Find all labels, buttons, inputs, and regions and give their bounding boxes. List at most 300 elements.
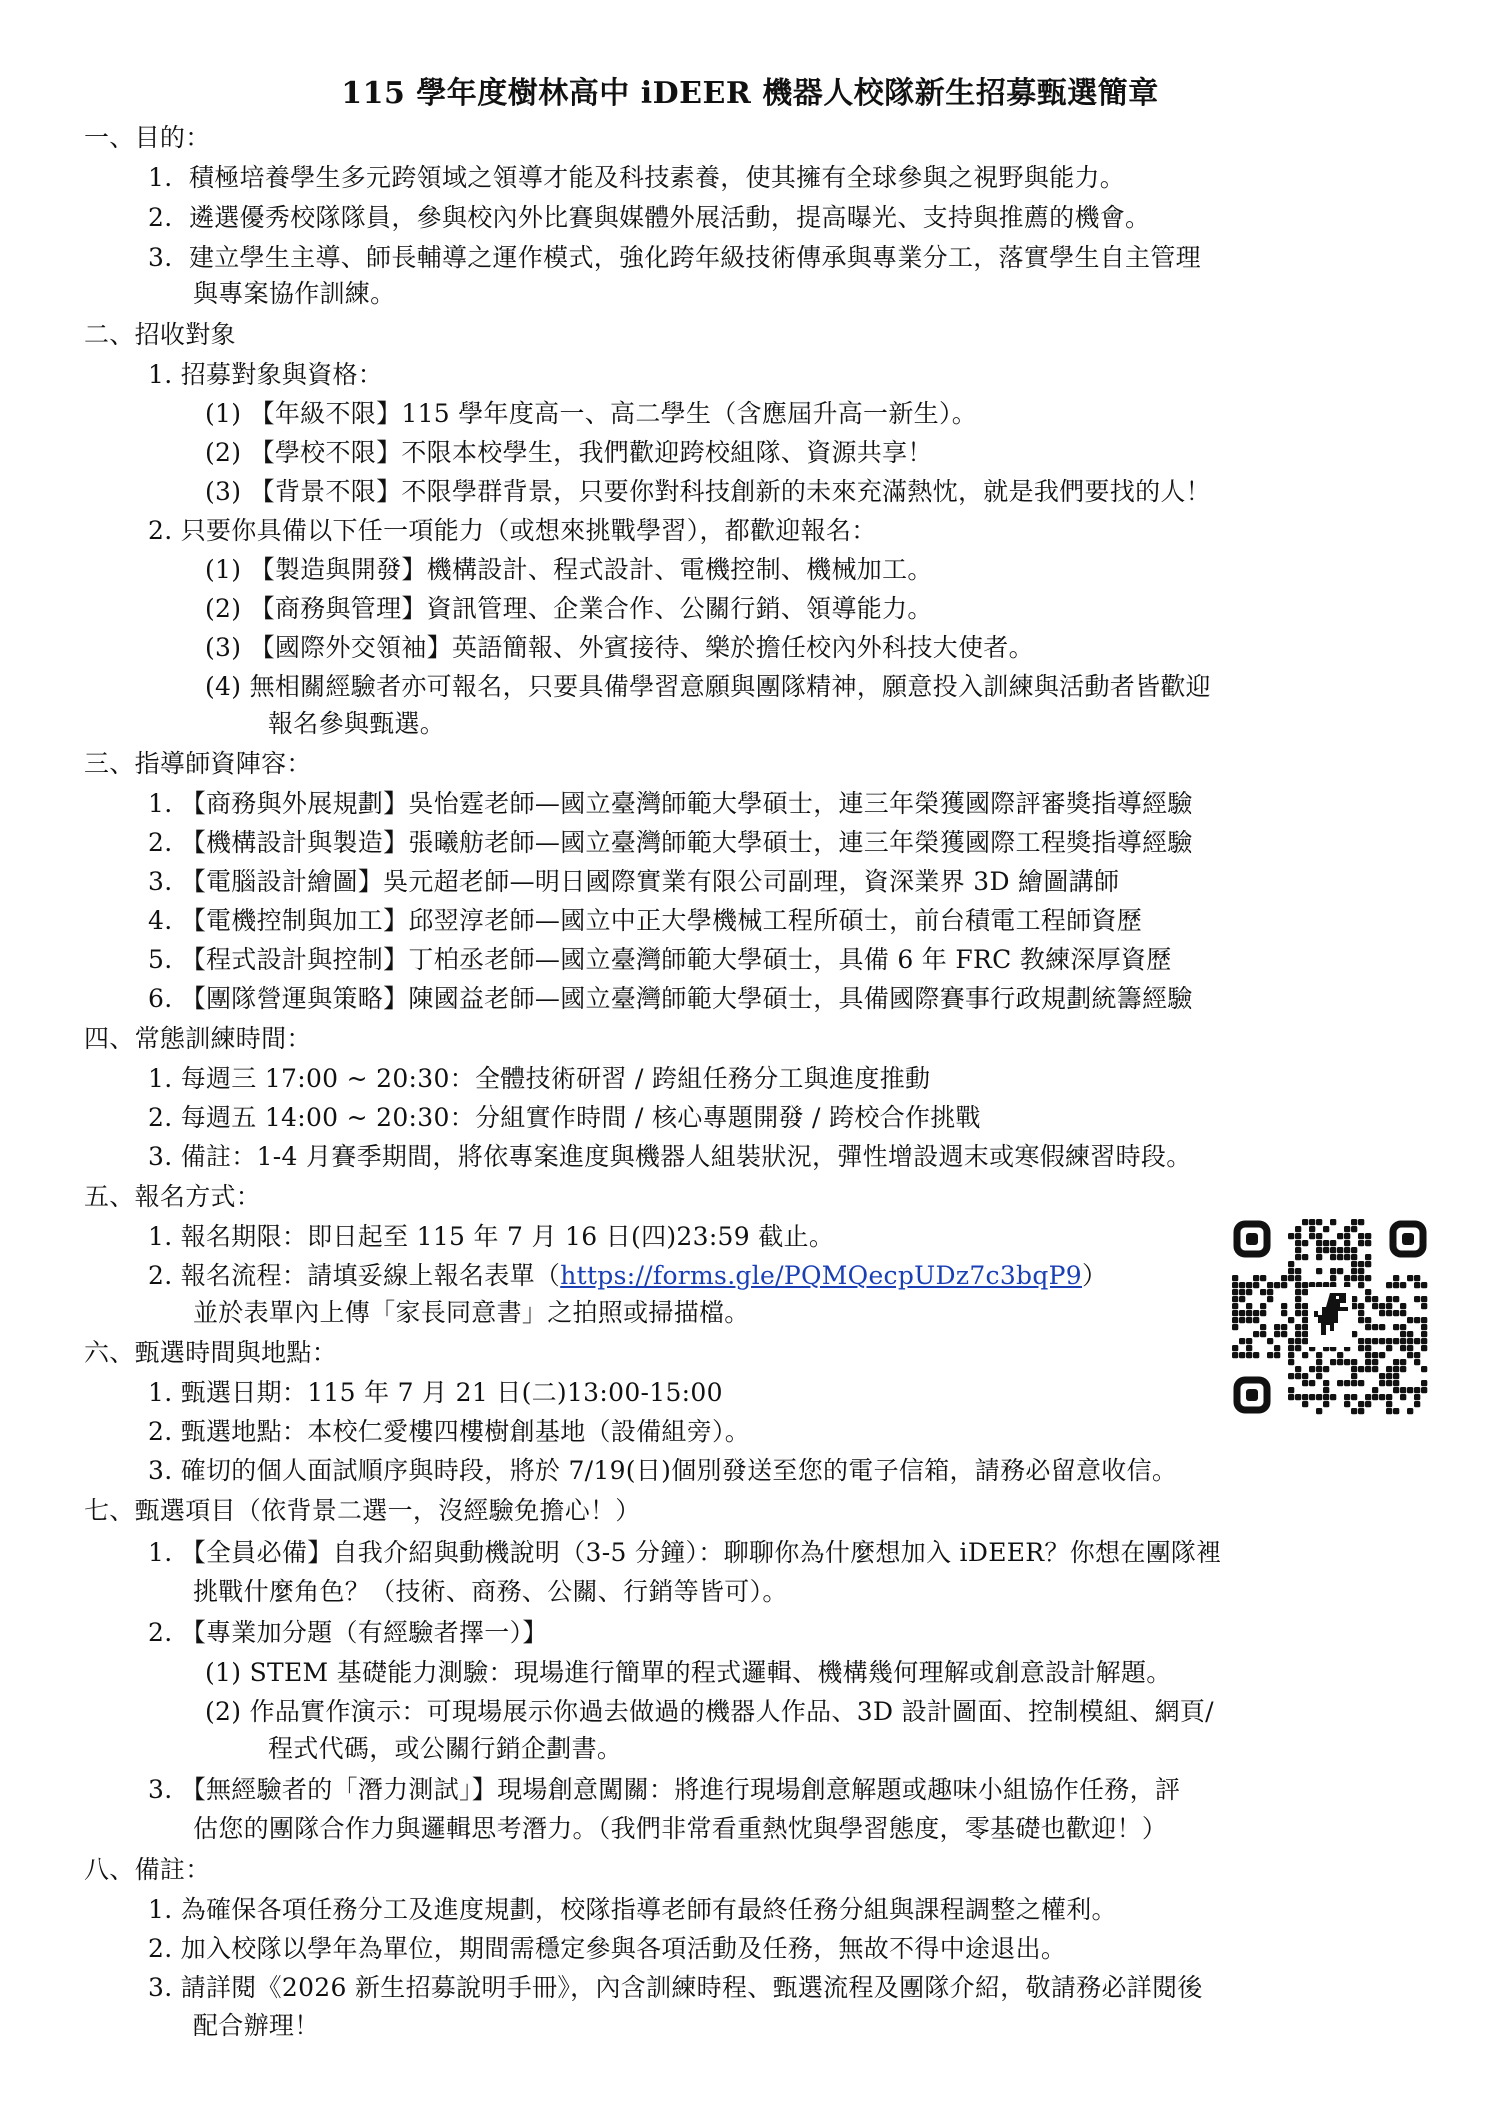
qr-module (1421, 1317, 1427, 1323)
qr-module (1295, 1289, 1301, 1295)
qr-module (1358, 1366, 1364, 1372)
list-item: 2. 每週五 14:00 ~ 20:30：分組實作時間 / 核心專題開發 / 跨校合作挑戰 (148, 1103, 981, 1132)
qr-module (1288, 1359, 1294, 1365)
qr-module (1232, 1352, 1238, 1358)
qr-module (1344, 1380, 1350, 1386)
qr-module (1365, 1324, 1371, 1330)
item-number: (1) (205, 555, 242, 584)
qr-module (1386, 1303, 1392, 1309)
qr-module (1302, 1324, 1308, 1330)
qr-module (1253, 1275, 1259, 1281)
qr-module (1421, 1338, 1427, 1344)
qr-module (1232, 1345, 1238, 1351)
qr-module (1414, 1401, 1420, 1407)
qr-module (1386, 1296, 1392, 1302)
qr-module (1365, 1233, 1371, 1239)
qr-module (1414, 1317, 1420, 1323)
qr-module (1365, 1261, 1371, 1267)
qr-module (1414, 1296, 1420, 1302)
list-item: 1. 招募對象與資格： (148, 360, 384, 389)
qr-module (1232, 1303, 1238, 1309)
qr-module (1337, 1268, 1343, 1274)
qr-module (1351, 1247, 1357, 1253)
qr-module (1393, 1338, 1399, 1344)
qr-module (1393, 1324, 1399, 1330)
qr-module (1267, 1338, 1273, 1344)
list-item: 2. 【機構設計與製造】張曦舫老師—國立臺灣師範大學碩士，連三年榮獲國際工程獎指導經驗 (148, 828, 1193, 857)
item-text: 2. 報名流程：請填妥線上報名表單（ (148, 1261, 561, 1290)
qr-module (1246, 1282, 1252, 1288)
qr-module (1344, 1394, 1350, 1400)
qr-module (1414, 1359, 1420, 1365)
qr-module (1358, 1219, 1364, 1225)
qr-module (1253, 1352, 1259, 1358)
qr-module (1372, 1303, 1378, 1309)
qr-module (1344, 1359, 1350, 1365)
qr-module (1421, 1387, 1427, 1393)
qr-module (1337, 1352, 1343, 1358)
qr-module (1400, 1310, 1406, 1316)
qr-module (1295, 1331, 1301, 1337)
qr-module (1372, 1296, 1378, 1302)
qr-module (1295, 1373, 1301, 1379)
qr-module (1246, 1289, 1252, 1295)
section-heading-audition-time: 六、甄選時間與地點： (84, 1338, 338, 1367)
qr-module (1407, 1387, 1413, 1393)
qr-module (1330, 1254, 1336, 1260)
qr-module (1358, 1233, 1364, 1239)
qr-module (1386, 1380, 1392, 1386)
qr-module (1295, 1310, 1301, 1316)
qr-module (1295, 1324, 1301, 1330)
registration-form-link[interactable]: https://forms.gle/PQMQecpUDz7c3bqP9 (560, 1261, 1082, 1290)
qr-module (1295, 1303, 1301, 1309)
item-number: (2) (205, 594, 242, 623)
qr-module (1400, 1359, 1406, 1365)
qr-module (1344, 1226, 1350, 1232)
qr-module (1386, 1366, 1392, 1372)
sub-item (205, 435, 933, 471)
qr-module (1239, 1296, 1245, 1302)
qr-module (1414, 1282, 1420, 1288)
list-item: 3. 確切的個人面試順序與時段，將於 7/19(日)個別發送至您的電子信箱，請務必留意收信。 (148, 1456, 1178, 1485)
qr-module (1288, 1387, 1294, 1393)
qr-module (1379, 1352, 1385, 1358)
qr-module (1351, 1366, 1357, 1372)
item-text: 遴選優秀校隊隊員，參與校內外比賽與媒體外展活動，提高曝光、支持與推薦的機會。 (188, 203, 1151, 232)
qr-module (1386, 1282, 1392, 1288)
item-text: 建立學生主導、師長輔導之運作模式，強化跨年級技術傳承與專業分工，落實學生自主管理 (188, 243, 1201, 272)
section-heading-training: 四、常態訓練時間： (84, 1024, 312, 1053)
qr-module (1302, 1240, 1308, 1246)
qr-module (1246, 1303, 1252, 1309)
qr-module (1295, 1345, 1301, 1351)
qr-module (1288, 1275, 1294, 1281)
qr-module (1295, 1254, 1301, 1260)
item-continuation: 與專案協作訓練。 (193, 279, 396, 308)
list-item: 1. 甄選日期：115 年 7 月 21 日(二)13:00-15:00 (148, 1378, 723, 1407)
qr-module (1344, 1233, 1350, 1239)
qr-module (1246, 1317, 1252, 1323)
qr-module (1351, 1408, 1357, 1414)
list-item: 1. 【全員必備】自我介紹與動機說明（3-5 分鐘）：聊聊你為什麼想加入 iDEER？你想在團隊裡 (148, 1538, 1222, 1567)
item-text: ） (1082, 1261, 1108, 1290)
qr-module (1372, 1352, 1378, 1358)
qr-module (1365, 1338, 1371, 1344)
qr-module (1351, 1373, 1357, 1379)
qr-module (1421, 1345, 1427, 1351)
item-text: 作品實作演示：可現場展示你過去做過的機器人作品、3D 設計圖面、控制模組、網頁/ (249, 1697, 1214, 1726)
qr-module (1253, 1310, 1259, 1316)
qr-module (1407, 1275, 1413, 1281)
qr-module (1365, 1359, 1371, 1365)
qr-module (1260, 1331, 1266, 1337)
qr-module (1316, 1366, 1322, 1372)
qr-module (1281, 1282, 1287, 1288)
item-continuation: 估您的團隊合作力與邏輯思考潛力。（我們非常看重熱忱與學習態度，零基礎也歡迎！） (193, 1814, 1168, 1843)
qr-module (1267, 1289, 1273, 1295)
qr-module (1344, 1247, 1350, 1253)
qr-module (1302, 1401, 1308, 1407)
qr-module (1274, 1324, 1280, 1330)
qr-module (1288, 1345, 1294, 1351)
qr-module (1407, 1338, 1413, 1344)
qr-module (1239, 1282, 1245, 1288)
qr-module (1400, 1331, 1406, 1337)
qr-module (1407, 1408, 1413, 1414)
qr-module (1309, 1233, 1315, 1239)
list-item (148, 240, 1201, 276)
qr-module (1400, 1394, 1406, 1400)
qr-module (1386, 1408, 1392, 1414)
qr-module (1351, 1254, 1357, 1260)
qr-module (1358, 1345, 1364, 1351)
qr-module (1372, 1366, 1378, 1372)
qr-module (1274, 1352, 1280, 1358)
sub-item (205, 1655, 1172, 1691)
qr-module (1393, 1380, 1399, 1386)
qr-module (1274, 1282, 1280, 1288)
qr-module (1386, 1338, 1392, 1344)
qr-module (1351, 1275, 1357, 1281)
qr-module (1267, 1352, 1273, 1358)
qr-module (1246, 1345, 1252, 1351)
item-number: (4) (205, 672, 242, 701)
list-item: 1. 每週三 17:00 ~ 20:30：全體技術研習 / 跨組任務分工與進度推動 (148, 1064, 931, 1093)
sub-item (205, 396, 977, 432)
qr-module (1400, 1387, 1406, 1393)
qr-module (1302, 1317, 1308, 1323)
qr-module (1309, 1366, 1315, 1372)
sub-item (205, 552, 933, 588)
qr-module (1281, 1303, 1287, 1309)
qr-module (1379, 1338, 1385, 1344)
qr-module (1365, 1317, 1371, 1323)
qr-module (1281, 1310, 1287, 1316)
qr-module (1365, 1394, 1371, 1400)
sub-item (205, 1694, 1214, 1730)
qr-module (1386, 1401, 1392, 1407)
qr-module (1372, 1387, 1378, 1393)
qr-module (1393, 1373, 1399, 1379)
item-text: 【商務與管理】資訊管理、企業合作、公關行銷、領導能力。 (249, 594, 933, 623)
qr-module (1309, 1219, 1315, 1225)
section-heading-purpose: 一、目的： (84, 123, 211, 152)
item-number: (3) (205, 633, 242, 662)
qr-module (1358, 1317, 1364, 1323)
qr-module (1288, 1394, 1294, 1400)
qr-module (1358, 1310, 1364, 1316)
qr-module (1316, 1254, 1322, 1260)
qr-module (1281, 1331, 1287, 1337)
qr-module (1337, 1233, 1343, 1239)
qr-module (1337, 1247, 1343, 1253)
item-continuation: 挑戰什麼角色？（技術、商務、公關、行銷等皆可）。 (193, 1577, 788, 1606)
qr-module (1302, 1282, 1308, 1288)
qr-module (1337, 1359, 1343, 1365)
qr-module (1323, 1401, 1329, 1407)
qr-module (1351, 1380, 1357, 1386)
qr-module (1288, 1352, 1294, 1358)
qr-module (1351, 1219, 1357, 1225)
item-number: (2) (205, 1697, 242, 1726)
qr-module (1316, 1352, 1322, 1358)
qr-module (1421, 1366, 1427, 1372)
qr-module (1358, 1268, 1364, 1274)
qr-module (1302, 1219, 1308, 1225)
qr-module (1400, 1282, 1406, 1288)
qr-module (1330, 1247, 1336, 1253)
qr-module (1316, 1394, 1322, 1400)
item-continuation: 並於表單內上傳「家長同意書」之拍照或掃描檔。 (193, 1298, 750, 1327)
qr-module (1323, 1226, 1329, 1232)
qr-module (1414, 1394, 1420, 1400)
qr-module (1302, 1289, 1308, 1295)
qr-module (1295, 1366, 1301, 1372)
qr-module (1351, 1268, 1357, 1274)
qr-module (1365, 1289, 1371, 1295)
qr-module (1393, 1275, 1399, 1281)
qr-module (1393, 1408, 1399, 1414)
qr-module (1421, 1296, 1427, 1302)
qr-module (1365, 1240, 1371, 1246)
list-item (148, 200, 1150, 236)
list-item: 2. 只要你具備以下任一項能力（或想來挑戰學習），都歡迎報名： (148, 516, 877, 545)
qr-module (1344, 1240, 1350, 1246)
qr-module (1295, 1268, 1301, 1274)
qr-module (1330, 1359, 1336, 1365)
qr-module (1379, 1303, 1385, 1309)
qr-module (1295, 1296, 1301, 1302)
qr-module (1414, 1275, 1420, 1281)
qr-module (1400, 1366, 1406, 1372)
qr-module (1323, 1240, 1329, 1246)
qr-module (1386, 1373, 1392, 1379)
qr-module (1232, 1282, 1238, 1288)
list-item: 2. 加入校隊以學年為單位，期間需穩定參與各項活動及任務，無故不得中途退出。 (148, 1934, 1067, 1963)
qr-module (1295, 1233, 1301, 1239)
item-continuation: 程式代碼，或公關行銷企劃書。 (268, 1734, 623, 1763)
qr-module (1232, 1324, 1238, 1330)
qr-module (1351, 1394, 1357, 1400)
qr-module (1302, 1310, 1308, 1316)
qr-module (1358, 1380, 1364, 1386)
qr-module (1316, 1408, 1322, 1414)
qr-module (1309, 1226, 1315, 1232)
qr-module (1358, 1282, 1364, 1288)
qr-module (1372, 1359, 1378, 1365)
qr-module (1330, 1240, 1336, 1246)
qr-module (1323, 1387, 1329, 1393)
qr-module (1302, 1394, 1308, 1400)
qr-module (1246, 1310, 1252, 1316)
qr-module (1260, 1324, 1266, 1330)
qr-module (1393, 1359, 1399, 1365)
qr-module (1358, 1275, 1364, 1281)
item-text: 【製造與開發】機構設計、程式設計、電機控制、機械加工。 (249, 555, 933, 584)
qr-module (1407, 1331, 1413, 1337)
sub-item (205, 474, 1211, 510)
item-text: 【背景不限】不限學群背景，只要你對科技創新的未來充滿熱忱，就是我們要找的人！ (249, 477, 1211, 506)
list-item: 1. 報名期限：即日起至 115 年 7 月 16 日(四)23:59 截止。 (148, 1222, 835, 1251)
qr-module (1302, 1373, 1308, 1379)
qr-module (1421, 1380, 1427, 1386)
qr-module (1316, 1247, 1322, 1253)
qr-module (1372, 1394, 1378, 1400)
qr-module (1358, 1408, 1364, 1414)
qr-module (1239, 1310, 1245, 1316)
qr-module (1288, 1261, 1294, 1267)
qr-module (1295, 1247, 1301, 1253)
qr-module (1351, 1226, 1357, 1232)
item-number: 2. (148, 203, 173, 232)
qr-module (1421, 1303, 1427, 1309)
qr-module (1239, 1352, 1245, 1358)
qr-module (1288, 1317, 1294, 1323)
qr-module (1232, 1289, 1238, 1295)
item-number: (3) (205, 477, 242, 506)
qr-module (1379, 1380, 1385, 1386)
qr-module (1260, 1303, 1266, 1309)
section-heading-instructors: 三、指導師資陣容： (84, 749, 312, 778)
qr-module (1379, 1310, 1385, 1316)
qr-module (1407, 1345, 1413, 1351)
section-heading-recruitment: 二、招收對象 (84, 320, 236, 349)
qr-module (1295, 1282, 1301, 1288)
qr-module (1344, 1275, 1350, 1281)
list-item: 2. 【專業加分題（有經驗者擇一）】 (148, 1618, 548, 1647)
item-continuation: 報名參與甄選。 (268, 709, 446, 738)
qr-module (1302, 1303, 1308, 1309)
qr-module (1253, 1282, 1259, 1288)
qr-module (1365, 1352, 1371, 1358)
qr-module (1302, 1380, 1308, 1386)
item-continuation: 配合辦理！ (193, 2011, 320, 2040)
qr-module (1365, 1401, 1371, 1407)
list-item: 1. 【商務與外展規劃】吳怡霆老師—國立臺灣師範大學碩士，連三年榮獲國際評審獎指導經驗 (148, 789, 1193, 818)
list-item (148, 1258, 1107, 1294)
qr-module (1337, 1254, 1343, 1260)
list-item: 3. 【無經驗者的「潛力測試」】現場創意闖關：將進行現場創意解題或趣味小組協作任務，評 (148, 1775, 1181, 1804)
qr-module (1393, 1310, 1399, 1316)
qr-module (1232, 1296, 1238, 1302)
qr-module (1365, 1366, 1371, 1372)
qr-module (1393, 1366, 1399, 1372)
qr-module (1330, 1219, 1336, 1225)
qr-code-icon[interactable] (1232, 1219, 1428, 1415)
qr-module (1414, 1352, 1420, 1358)
item-number: (1) (205, 399, 242, 428)
qr-module (1260, 1275, 1266, 1281)
qr-module (1400, 1303, 1406, 1309)
qr-module (1316, 1240, 1322, 1246)
qr-module (1358, 1303, 1364, 1309)
section-heading-audition-items: 七、甄選項目（依背景二選一，沒經驗免擔心！） (84, 1496, 641, 1525)
qr-module (1365, 1275, 1371, 1281)
qr-module (1288, 1373, 1294, 1379)
item-text: 積極培養學生多元跨領域之領導才能及科技素養，使其擁有全球參與之視野與能力。 (188, 163, 1126, 192)
qr-module (1323, 1247, 1329, 1253)
item-number: (2) (205, 438, 242, 467)
list-item: 3. 備註：1-4 月賽季期間，將依專案進度與機器人組裝狀況，彈性增設週末或寒假練習時段。 (148, 1142, 1192, 1171)
qr-module (1253, 1331, 1259, 1337)
section-heading-notes: 八、備註： (84, 1855, 211, 1884)
qr-module (1260, 1289, 1266, 1295)
qr-module (1358, 1338, 1364, 1344)
qr-module (1337, 1380, 1343, 1386)
qr-module (1267, 1282, 1273, 1288)
qr-module (1288, 1233, 1294, 1239)
qr-module (1358, 1240, 1364, 1246)
qr-module (1344, 1401, 1350, 1407)
qr-module (1414, 1387, 1420, 1393)
qr-module (1365, 1296, 1371, 1302)
qr-module (1281, 1275, 1287, 1281)
qr-module (1316, 1359, 1322, 1365)
qr-module (1421, 1331, 1427, 1337)
qr-module (1400, 1338, 1406, 1344)
item-text: 【國際外交領袖】英語簡報、外賓接待、樂於擔任校內外科技大使者。 (249, 633, 1034, 662)
list-item (148, 160, 1125, 196)
qr-module (1274, 1331, 1280, 1337)
qr-module (1260, 1310, 1266, 1316)
qr-module (1421, 1282, 1427, 1288)
list-item: 5. 【程式設計與控制】丁柏丞老師—國立臺灣師範大學碩士，具備 6 年 FRC 教練深厚資歷 (148, 945, 1172, 974)
qr-module (1323, 1394, 1329, 1400)
qr-module (1414, 1338, 1420, 1344)
qr-module (1421, 1324, 1427, 1330)
qr-module (1316, 1268, 1322, 1274)
qr-module (1246, 1352, 1252, 1358)
item-number: 1. (148, 163, 173, 192)
qr-module (1302, 1352, 1308, 1358)
qr-module (1295, 1240, 1301, 1246)
qr-module (1232, 1317, 1238, 1323)
item-text: 【年級不限】115 學年度高一、高二學生（含應屆升高一新生）。 (249, 399, 978, 428)
qr-module (1372, 1338, 1378, 1344)
qr-module (1344, 1254, 1350, 1260)
qr-module (1309, 1380, 1315, 1386)
qr-module (1274, 1345, 1280, 1351)
qr-module (1316, 1219, 1322, 1225)
section-heading-registration: 五、報名方式： (84, 1182, 262, 1211)
qr-module (1281, 1324, 1287, 1330)
qr-module (1393, 1282, 1399, 1288)
qr-module (1379, 1394, 1385, 1400)
qr-module (1400, 1345, 1406, 1351)
sub-item (205, 591, 933, 627)
qr-module (1330, 1268, 1336, 1274)
